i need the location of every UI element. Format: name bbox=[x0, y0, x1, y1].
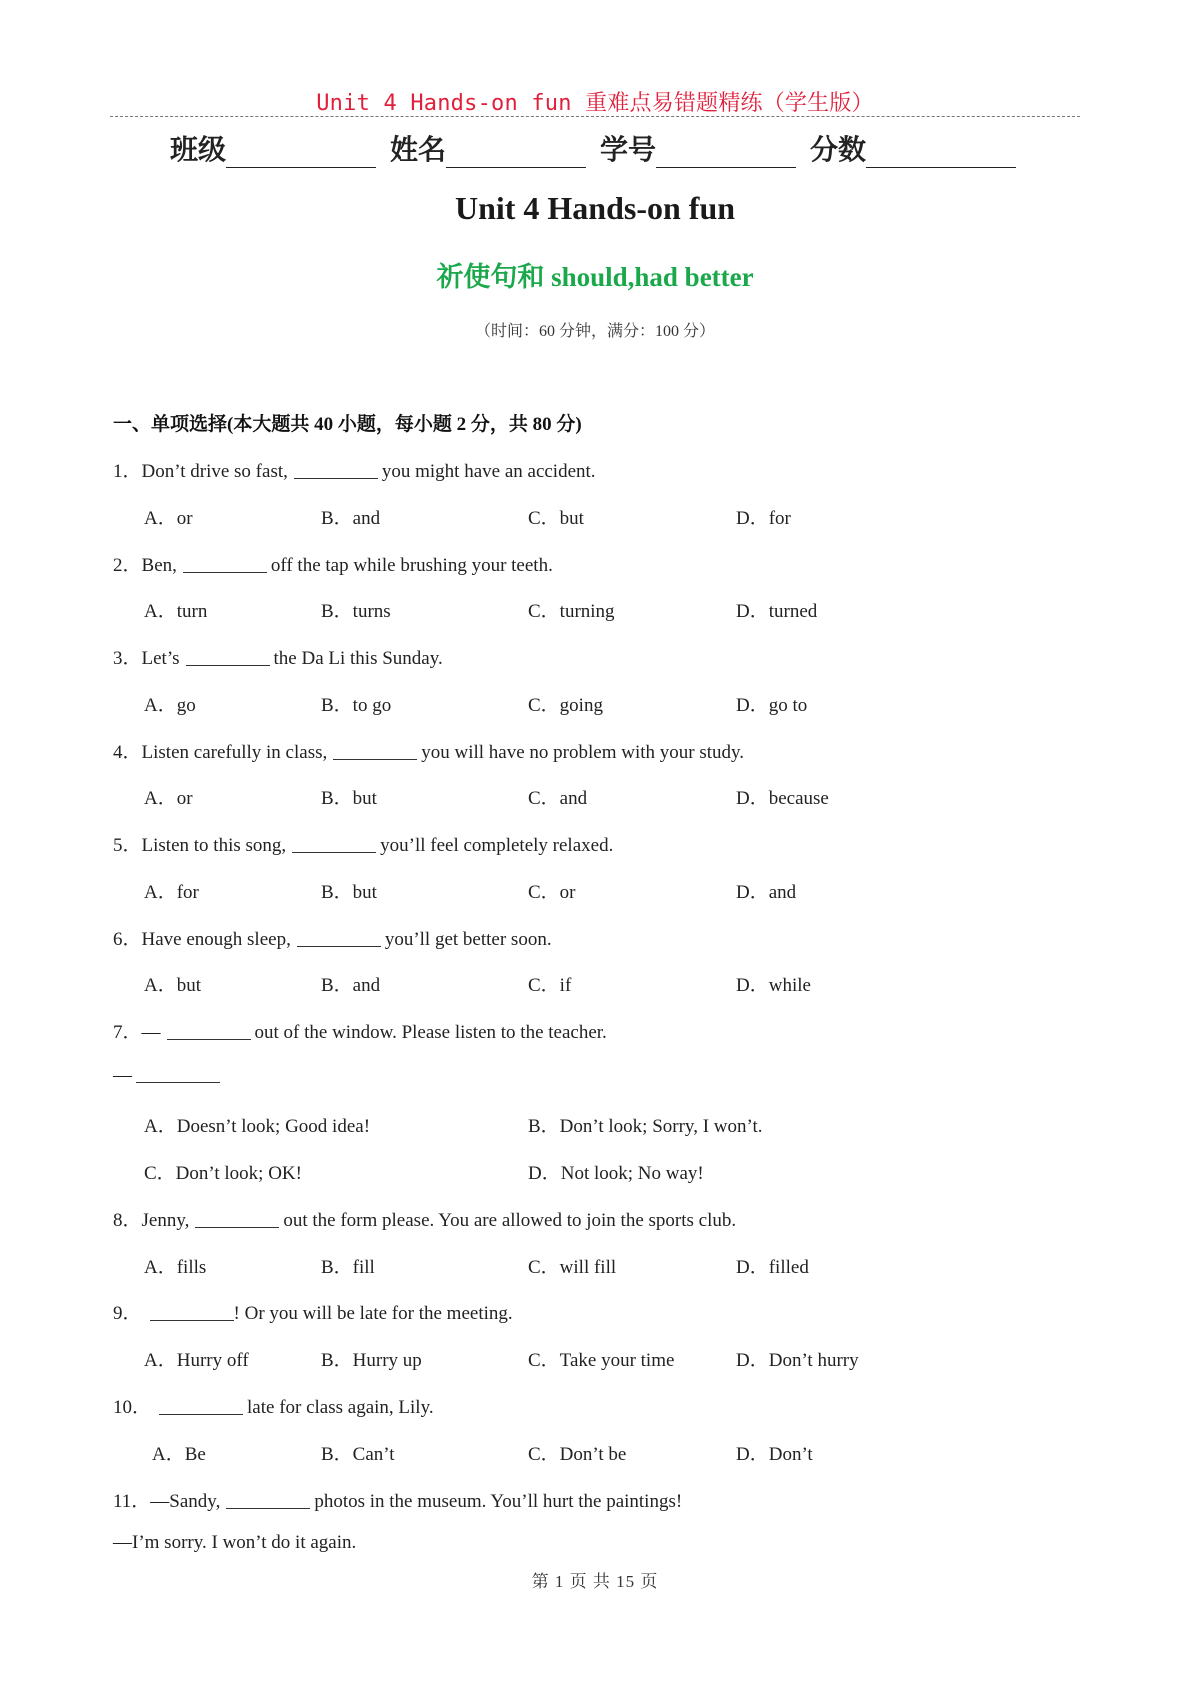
answer-blank[interactable] bbox=[294, 460, 378, 479]
question-text-before: —Sandy, bbox=[150, 1491, 221, 1512]
question-text-after: off the tap while brushing your teeth. bbox=[270, 555, 553, 576]
question-number: 2． bbox=[113, 555, 142, 576]
option-b[interactable]: B．and bbox=[321, 508, 381, 529]
option-b[interactable]: B．turns bbox=[321, 601, 391, 622]
question-text-after: the Da Li this Sunday. bbox=[273, 648, 443, 669]
answer-blank[interactable] bbox=[186, 647, 270, 666]
question-number: 10． bbox=[113, 1397, 152, 1418]
question-number: 8． bbox=[113, 1210, 142, 1231]
question-11 bbox=[113, 1486, 682, 1513]
option-d[interactable]: D．and bbox=[736, 882, 797, 903]
option-d[interactable]: D．go to bbox=[736, 695, 808, 716]
score-label: 分数 bbox=[810, 133, 867, 166]
header-title: Unit 4 Hands-on fun 重难点易错题精练（学生版） bbox=[316, 91, 874, 116]
option-c[interactable]: C．will fill bbox=[528, 1257, 617, 1278]
question-text-before: Listen carefully in class, bbox=[141, 742, 328, 763]
option-a[interactable]: A．but bbox=[144, 975, 202, 996]
question-text-before: Listen to this song, bbox=[141, 835, 287, 856]
option-b[interactable]: B．Can’t bbox=[321, 1444, 395, 1465]
option-a[interactable]: A．Doesn’t look; Good idea! bbox=[144, 1116, 371, 1137]
question-7-reply bbox=[113, 1064, 224, 1087]
name-label: 姓名 bbox=[390, 133, 447, 166]
question-8 bbox=[113, 1205, 736, 1232]
option-a[interactable]: A．go bbox=[144, 695, 196, 716]
option-d[interactable]: D．for bbox=[736, 508, 791, 529]
question-text-after: out the form please. You are allowed to join the sports club. bbox=[283, 1210, 737, 1231]
question-number: 1． bbox=[113, 461, 142, 482]
time-note: （时间：60 分钟，满分：100 分） bbox=[474, 323, 715, 340]
student-info-row bbox=[170, 128, 1030, 168]
question-6 bbox=[113, 924, 552, 951]
option-d[interactable]: D．Not look; No way! bbox=[528, 1163, 704, 1184]
option-c[interactable]: C．and bbox=[528, 788, 588, 809]
option-a[interactable]: A．or bbox=[144, 788, 193, 809]
answer-blank[interactable] bbox=[333, 741, 417, 760]
question-7 bbox=[113, 1017, 607, 1044]
question-3 bbox=[113, 643, 443, 670]
option-c[interactable]: C．Don’t be bbox=[528, 1444, 627, 1465]
question-1 bbox=[113, 456, 596, 483]
question-10 bbox=[113, 1392, 434, 1419]
option-d[interactable]: D．while bbox=[736, 975, 811, 996]
question-number: 6． bbox=[113, 929, 142, 950]
option-a[interactable]: A．Be bbox=[152, 1444, 206, 1465]
question-number: 5． bbox=[113, 835, 142, 856]
question-11-reply: —I’m sorry. I won’t do it again. bbox=[113, 1532, 357, 1553]
option-d[interactable]: D．because bbox=[736, 788, 829, 809]
score-field[interactable] bbox=[810, 128, 1016, 168]
question-text-before: Let’s bbox=[141, 648, 180, 669]
option-a[interactable]: A．fills bbox=[144, 1257, 207, 1278]
option-c[interactable]: C．if bbox=[528, 975, 572, 996]
option-a[interactable]: A．or bbox=[144, 508, 193, 529]
reply-dash: — bbox=[113, 1065, 132, 1086]
question-5 bbox=[113, 830, 613, 857]
class-blank[interactable] bbox=[226, 139, 376, 168]
question-text-before: Don’t drive so fast, bbox=[141, 461, 288, 482]
score-blank[interactable] bbox=[866, 139, 1016, 168]
name-field[interactable] bbox=[390, 128, 586, 168]
class-field[interactable] bbox=[170, 128, 376, 168]
question-text-before: Ben, bbox=[141, 555, 177, 576]
answer-blank[interactable] bbox=[159, 1396, 243, 1415]
answer-blank[interactable] bbox=[297, 928, 381, 947]
question-2 bbox=[113, 550, 553, 577]
option-c[interactable]: C．going bbox=[528, 695, 603, 716]
answer-blank[interactable] bbox=[183, 554, 267, 573]
option-a[interactable]: A．turn bbox=[144, 601, 208, 622]
id-blank[interactable] bbox=[656, 139, 796, 168]
answer-blank[interactable] bbox=[195, 1209, 279, 1228]
question-text-after: ! Or you will be late for the meeting. bbox=[233, 1303, 513, 1324]
option-a[interactable]: A．for bbox=[144, 882, 199, 903]
header-divider bbox=[110, 116, 1080, 117]
class-label: 班级 bbox=[170, 133, 227, 166]
id-field[interactable] bbox=[600, 128, 796, 168]
answer-blank[interactable] bbox=[150, 1302, 234, 1321]
option-c[interactable]: C．Don’t look; OK! bbox=[144, 1163, 302, 1184]
option-d[interactable]: D．Don’t bbox=[736, 1444, 813, 1465]
question-number: 9． bbox=[113, 1303, 142, 1324]
section-title: 一、单项选择(本大题共 40 小题，每小题 2 分，共 80 分) bbox=[113, 414, 582, 435]
question-4 bbox=[113, 737, 744, 764]
name-blank[interactable] bbox=[446, 139, 586, 168]
option-d[interactable]: D．Don’t hurry bbox=[736, 1350, 859, 1371]
page-footer: 第 1 页 共 15 页 bbox=[531, 1572, 659, 1591]
option-b[interactable]: B．Don’t look; Sorry, I won’t. bbox=[528, 1116, 763, 1137]
answer-blank[interactable] bbox=[167, 1021, 251, 1040]
option-c[interactable]: C．turning bbox=[528, 601, 615, 622]
answer-blank[interactable] bbox=[136, 1064, 220, 1083]
question-number: 11． bbox=[113, 1491, 151, 1512]
question-number: 7． bbox=[113, 1022, 142, 1043]
question-text-before: Jenny, bbox=[141, 1210, 190, 1231]
question-text-after: out of the window. Please listen to the teacher. bbox=[254, 1022, 607, 1043]
option-d[interactable]: D．turned bbox=[736, 601, 818, 622]
question-text-after: you will have no problem with your study. bbox=[421, 742, 745, 763]
question-text-after: you might have an accident. bbox=[381, 461, 596, 482]
option-b[interactable]: B．to go bbox=[321, 695, 392, 716]
question-text-before: — bbox=[141, 1022, 161, 1043]
option-a[interactable]: A．Hurry off bbox=[144, 1350, 249, 1371]
id-label: 学号 bbox=[600, 133, 657, 166]
question-9 bbox=[113, 1298, 513, 1325]
option-b[interactable]: B．Hurry up bbox=[321, 1350, 422, 1371]
answer-blank[interactable] bbox=[292, 834, 376, 853]
question-text-after: late for class again, Lily. bbox=[247, 1397, 434, 1418]
option-b[interactable]: B．but bbox=[321, 882, 377, 903]
option-d[interactable]: D．filled bbox=[736, 1257, 809, 1278]
question-text-after: you’ll get better soon. bbox=[384, 929, 552, 950]
option-c[interactable]: C．Take your time bbox=[528, 1350, 675, 1371]
question-number: 3． bbox=[113, 648, 142, 669]
option-c[interactable]: C．or bbox=[528, 882, 576, 903]
question-text-before: Have enough sleep, bbox=[141, 929, 291, 950]
answer-blank[interactable] bbox=[226, 1490, 310, 1509]
question-number: 4． bbox=[113, 742, 142, 763]
question-text-after: you’ll feel completely relaxed. bbox=[380, 835, 614, 856]
question-text-after: photos in the museum. You’ll hurt the paintings! bbox=[314, 1491, 683, 1512]
option-b[interactable]: B．and bbox=[321, 975, 381, 996]
option-b[interactable]: B．fill bbox=[321, 1257, 375, 1278]
option-c[interactable]: C．but bbox=[528, 508, 584, 529]
document-subtitle: 祈使句和 should,had better bbox=[436, 262, 754, 292]
option-b[interactable]: B．but bbox=[321, 788, 377, 809]
document-title: Unit 4 Hands-on fun bbox=[454, 190, 736, 226]
